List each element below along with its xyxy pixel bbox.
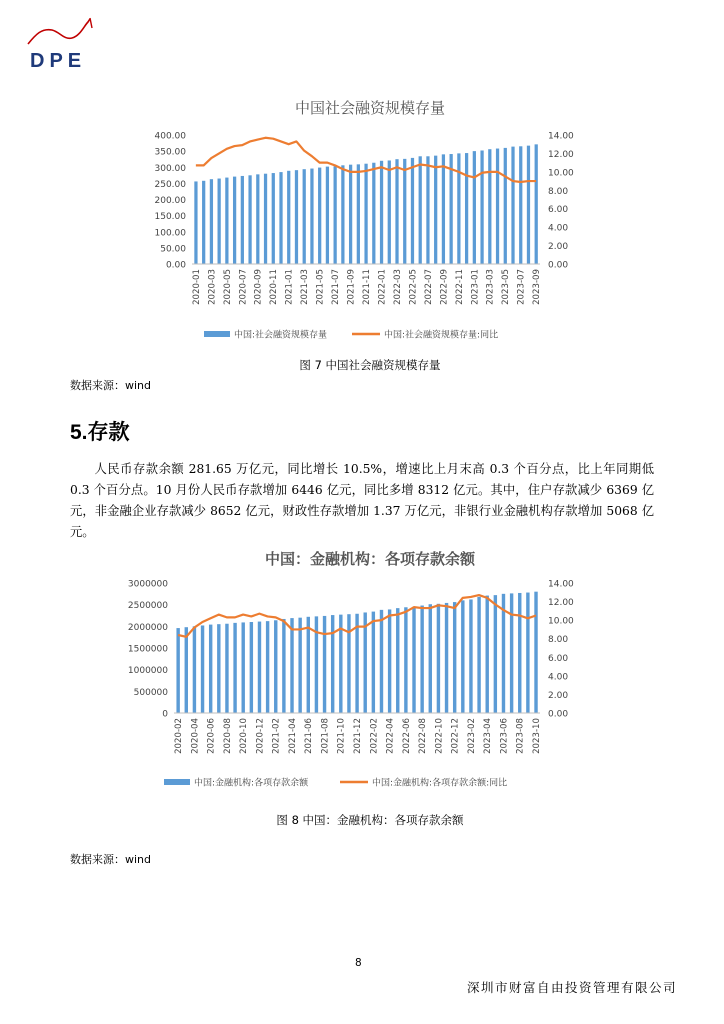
bar — [279, 172, 282, 264]
bar — [193, 626, 196, 713]
right-axis-tick-label: 4.00 — [548, 223, 569, 234]
left-axis-tick-label: 350.00 — [154, 147, 186, 158]
bar — [233, 623, 236, 713]
bar — [380, 610, 383, 713]
bar — [266, 621, 269, 713]
bar — [404, 607, 407, 713]
right-axis-tick-label: 6.00 — [548, 653, 569, 664]
x-axis-tick-label: 2023-02 — [466, 718, 477, 754]
bar — [209, 625, 212, 713]
bar — [518, 593, 521, 713]
left-axis-tick-label: 500000 — [133, 687, 168, 698]
x-axis-tick-label: 2022-04 — [385, 718, 396, 754]
bar — [412, 607, 415, 713]
bar — [274, 620, 277, 713]
legend-label-line: 中国:金融机构:各项存款余额:同比 — [372, 778, 508, 789]
right-axis-tick-label: 0.00 — [548, 709, 569, 720]
bar — [225, 624, 228, 713]
chart2-caption: 图 8 中国：金融机构：各项存款余额 — [276, 813, 464, 827]
x-axis-tick-label: 2021-07 — [331, 269, 342, 305]
x-axis-tick-label: 2021-11 — [362, 269, 372, 305]
bar — [347, 614, 350, 713]
bar — [364, 164, 367, 264]
bar — [494, 595, 497, 713]
left-axis-tick-label: 3000000 — [127, 579, 168, 590]
chart1-caption: 图 7 中国社会融资规模存量 — [299, 358, 441, 372]
bar — [480, 150, 483, 264]
left-axis-tick-label: 200.00 — [154, 196, 186, 206]
bar — [233, 177, 236, 264]
bar — [258, 622, 261, 713]
bar — [396, 608, 399, 713]
bar — [194, 181, 197, 264]
x-axis-tick-label: 2023-01 — [470, 269, 481, 305]
bar — [241, 176, 244, 264]
bar — [250, 622, 253, 713]
bar — [526, 593, 529, 713]
bar — [210, 179, 213, 264]
right-axis-tick-label: 2.00 — [548, 690, 569, 701]
left-axis-tick-label: 150.00 — [154, 212, 186, 223]
page-number: 8 — [355, 957, 362, 969]
bar — [372, 163, 375, 264]
right-axis-tick-label: 2.00 — [548, 242, 569, 253]
x-axis-tick-label: 2023-05 — [501, 269, 512, 305]
section-heading: 5.存款 — [70, 421, 130, 444]
bar — [272, 173, 275, 264]
bar — [318, 168, 321, 264]
x-axis-tick-label: 2023-04 — [483, 718, 494, 754]
x-axis-tick-label: 2022-12 — [450, 718, 461, 754]
x-axis-tick-label: 2020-09 — [253, 269, 264, 305]
bar — [477, 597, 480, 713]
left-axis-tick-label: 50.00 — [160, 244, 186, 255]
legend-label-line: 中国:社会融资规模存量:同比 — [384, 330, 499, 341]
x-axis-tick-label: 2021-03 — [300, 269, 311, 305]
legend-label-bar: 中国:金融机构:各项存款余额 — [194, 778, 309, 789]
bar — [486, 596, 489, 713]
bar — [201, 625, 204, 713]
x-axis-tick-label: 2020-01 — [191, 269, 202, 305]
bar — [202, 181, 205, 264]
bar — [298, 618, 301, 713]
left-axis-tick-label: 300.00 — [154, 163, 186, 174]
bar — [185, 627, 188, 713]
bar — [217, 624, 220, 713]
bar — [256, 174, 259, 264]
section-paragraph — [70, 459, 654, 543]
x-axis-tick-label: 2023-06 — [499, 718, 510, 754]
x-axis-tick-label: 2021-12 — [353, 718, 363, 754]
left-axis-tick-label: 1000000 — [127, 666, 168, 677]
x-axis-tick-label: 2023-08 — [515, 718, 526, 754]
right-axis-tick-label: 10.00 — [548, 168, 574, 179]
bar — [534, 592, 537, 713]
x-axis-tick-label: 2020-07 — [238, 269, 249, 305]
bar — [473, 151, 476, 264]
right-axis-tick-label: 4.00 — [548, 672, 569, 683]
x-axis-tick-label: 2021-10 — [336, 718, 347, 754]
bar — [453, 602, 456, 713]
x-axis-tick-label: 2023-09 — [532, 269, 543, 305]
bar — [426, 156, 429, 264]
x-axis-tick-label: 2020-10 — [239, 718, 250, 754]
company-logo-text: DPE — [30, 50, 87, 72]
bar — [504, 148, 507, 264]
bar — [403, 159, 406, 264]
bar — [442, 154, 445, 264]
x-axis-tick-label: 2020-11 — [269, 269, 280, 305]
x-axis-tick-label: 2022-02 — [369, 718, 380, 754]
bar — [465, 153, 468, 264]
x-axis-tick-label: 2022-06 — [401, 718, 412, 754]
bar — [527, 146, 530, 264]
x-axis-tick-label: 2022-07 — [423, 269, 434, 305]
bar — [331, 615, 334, 713]
left-axis-tick-label: 250.00 — [154, 179, 186, 190]
x-axis-tick-label: 2022-03 — [392, 269, 403, 305]
bar — [176, 628, 179, 713]
x-axis-tick-label: 2022-05 — [408, 269, 419, 305]
section-paragraph-text: 人民币存款余额 281.65 万亿元，同比增长 10.5%，增速比上月末高 0.3 个百分点，比上年同期低 0.3 个百分点。10 月份人民币存款增加 6446 亿元，同比多增 8312 亿元。其中，住户存款减少 6369 亿元，非金融企业存款减少 8652 亿元，财政性存款增加 1.37 万亿元，非银行业金融机构存款增加 5068 亿元。 — [70, 462, 654, 539]
bar — [388, 160, 391, 264]
bar — [264, 174, 267, 264]
x-axis-tick-label: 2022-10 — [434, 718, 445, 754]
legend-swatch-bar — [164, 779, 190, 785]
bar — [395, 159, 398, 264]
x-axis-tick-label: 2021-09 — [346, 269, 357, 305]
x-axis-tick-label: 2020-02 — [174, 718, 185, 754]
right-axis-tick-label: 12.00 — [548, 149, 574, 160]
bar — [429, 604, 432, 713]
bar — [445, 603, 448, 713]
x-axis-tick-label: 2022-08 — [418, 718, 429, 754]
bar — [282, 619, 285, 713]
right-axis-tick-label: 0.00 — [548, 260, 569, 271]
right-axis-tick-label: 14.00 — [548, 579, 574, 590]
bar — [295, 170, 298, 264]
company-logo-swoosh — [26, 14, 101, 50]
x-axis-tick-label: 2022-01 — [377, 269, 388, 305]
bar — [411, 158, 414, 264]
bar — [496, 149, 499, 264]
bar — [488, 149, 491, 264]
bar — [511, 147, 514, 264]
bar — [307, 617, 310, 713]
x-axis-tick-label: 2020-06 — [206, 718, 217, 754]
bar — [469, 599, 472, 713]
chart2-deposit-balance — [120, 574, 590, 796]
bar — [372, 612, 375, 713]
bar — [420, 606, 423, 713]
bar — [310, 169, 313, 264]
x-axis-tick-label: 2023-10 — [531, 718, 542, 754]
x-axis-tick-label: 2023-03 — [485, 269, 496, 305]
bar — [434, 156, 437, 264]
bar — [323, 616, 326, 713]
bar — [437, 604, 440, 713]
x-axis-tick-label: 2020-05 — [222, 269, 233, 305]
bar — [457, 153, 460, 264]
bar — [218, 179, 221, 264]
chart1-title: 中国社会融资规模存量 — [294, 99, 445, 117]
bar — [388, 609, 391, 713]
bar — [287, 171, 290, 264]
x-axis-tick-label: 2021-04 — [287, 718, 298, 754]
left-axis-tick-label: 0.00 — [165, 260, 186, 271]
x-axis-tick-label: 2021-06 — [304, 718, 315, 754]
x-axis-tick-label: 2020-08 — [222, 718, 233, 754]
bar — [326, 167, 329, 264]
bar — [242, 622, 245, 713]
bar — [535, 144, 538, 264]
chart1-source: 数据来源：wind — [70, 379, 152, 392]
x-axis-tick-label: 2023-07 — [516, 269, 527, 305]
bar — [334, 166, 337, 264]
left-axis-tick-label: 400.00 — [154, 131, 186, 142]
x-axis-tick-label: 2022-11 — [454, 269, 465, 305]
right-axis-tick-label: 6.00 — [548, 205, 569, 216]
x-axis-tick-label: 2021-01 — [284, 269, 295, 305]
x-axis-tick-label: 2020-04 — [190, 718, 201, 754]
bar — [419, 156, 422, 264]
left-axis-tick-label: 1500000 — [127, 644, 168, 655]
chart2-title: 中国：金融机构：各项存款余额 — [264, 550, 475, 568]
left-axis-tick-label: 2000000 — [127, 622, 168, 633]
bar — [357, 164, 360, 264]
bar — [461, 600, 464, 713]
x-axis-tick-label: 2022-09 — [439, 269, 450, 305]
bar — [225, 178, 228, 264]
bar — [248, 175, 251, 264]
right-axis-tick-label: 12.00 — [548, 598, 574, 609]
bar — [519, 146, 522, 264]
right-axis-tick-label: 14.00 — [548, 131, 574, 142]
right-axis-tick-label: 8.00 — [548, 186, 569, 197]
left-axis-tick-label: 2500000 — [127, 601, 168, 612]
chart1-social-financing-stock — [120, 124, 590, 354]
x-axis-tick-label: 2021-08 — [320, 718, 331, 754]
bar — [349, 165, 352, 264]
legend-swatch-bar — [204, 331, 230, 337]
x-axis-tick-label: 2020-12 — [255, 718, 266, 754]
bar — [290, 618, 293, 713]
bar — [341, 165, 344, 264]
company-name: 深圳市财富自由投资管理有限公司 — [467, 980, 678, 995]
left-axis-tick-label: 0 — [162, 709, 168, 720]
bar — [303, 169, 306, 264]
legend-label-bar: 中国:社会融资规模存量 — [234, 330, 328, 341]
chart2-source: 数据来源：wind — [70, 853, 152, 866]
bar — [380, 161, 383, 264]
x-axis-tick-label: 2020-03 — [207, 269, 218, 305]
right-axis-tick-label: 10.00 — [548, 616, 574, 627]
bar — [510, 593, 513, 713]
left-axis-tick-label: 100.00 — [154, 228, 186, 239]
right-axis-tick-label: 8.00 — [548, 635, 569, 646]
x-axis-tick-label: 2021-02 — [271, 718, 282, 754]
x-axis-tick-label: 2021-05 — [315, 269, 326, 305]
